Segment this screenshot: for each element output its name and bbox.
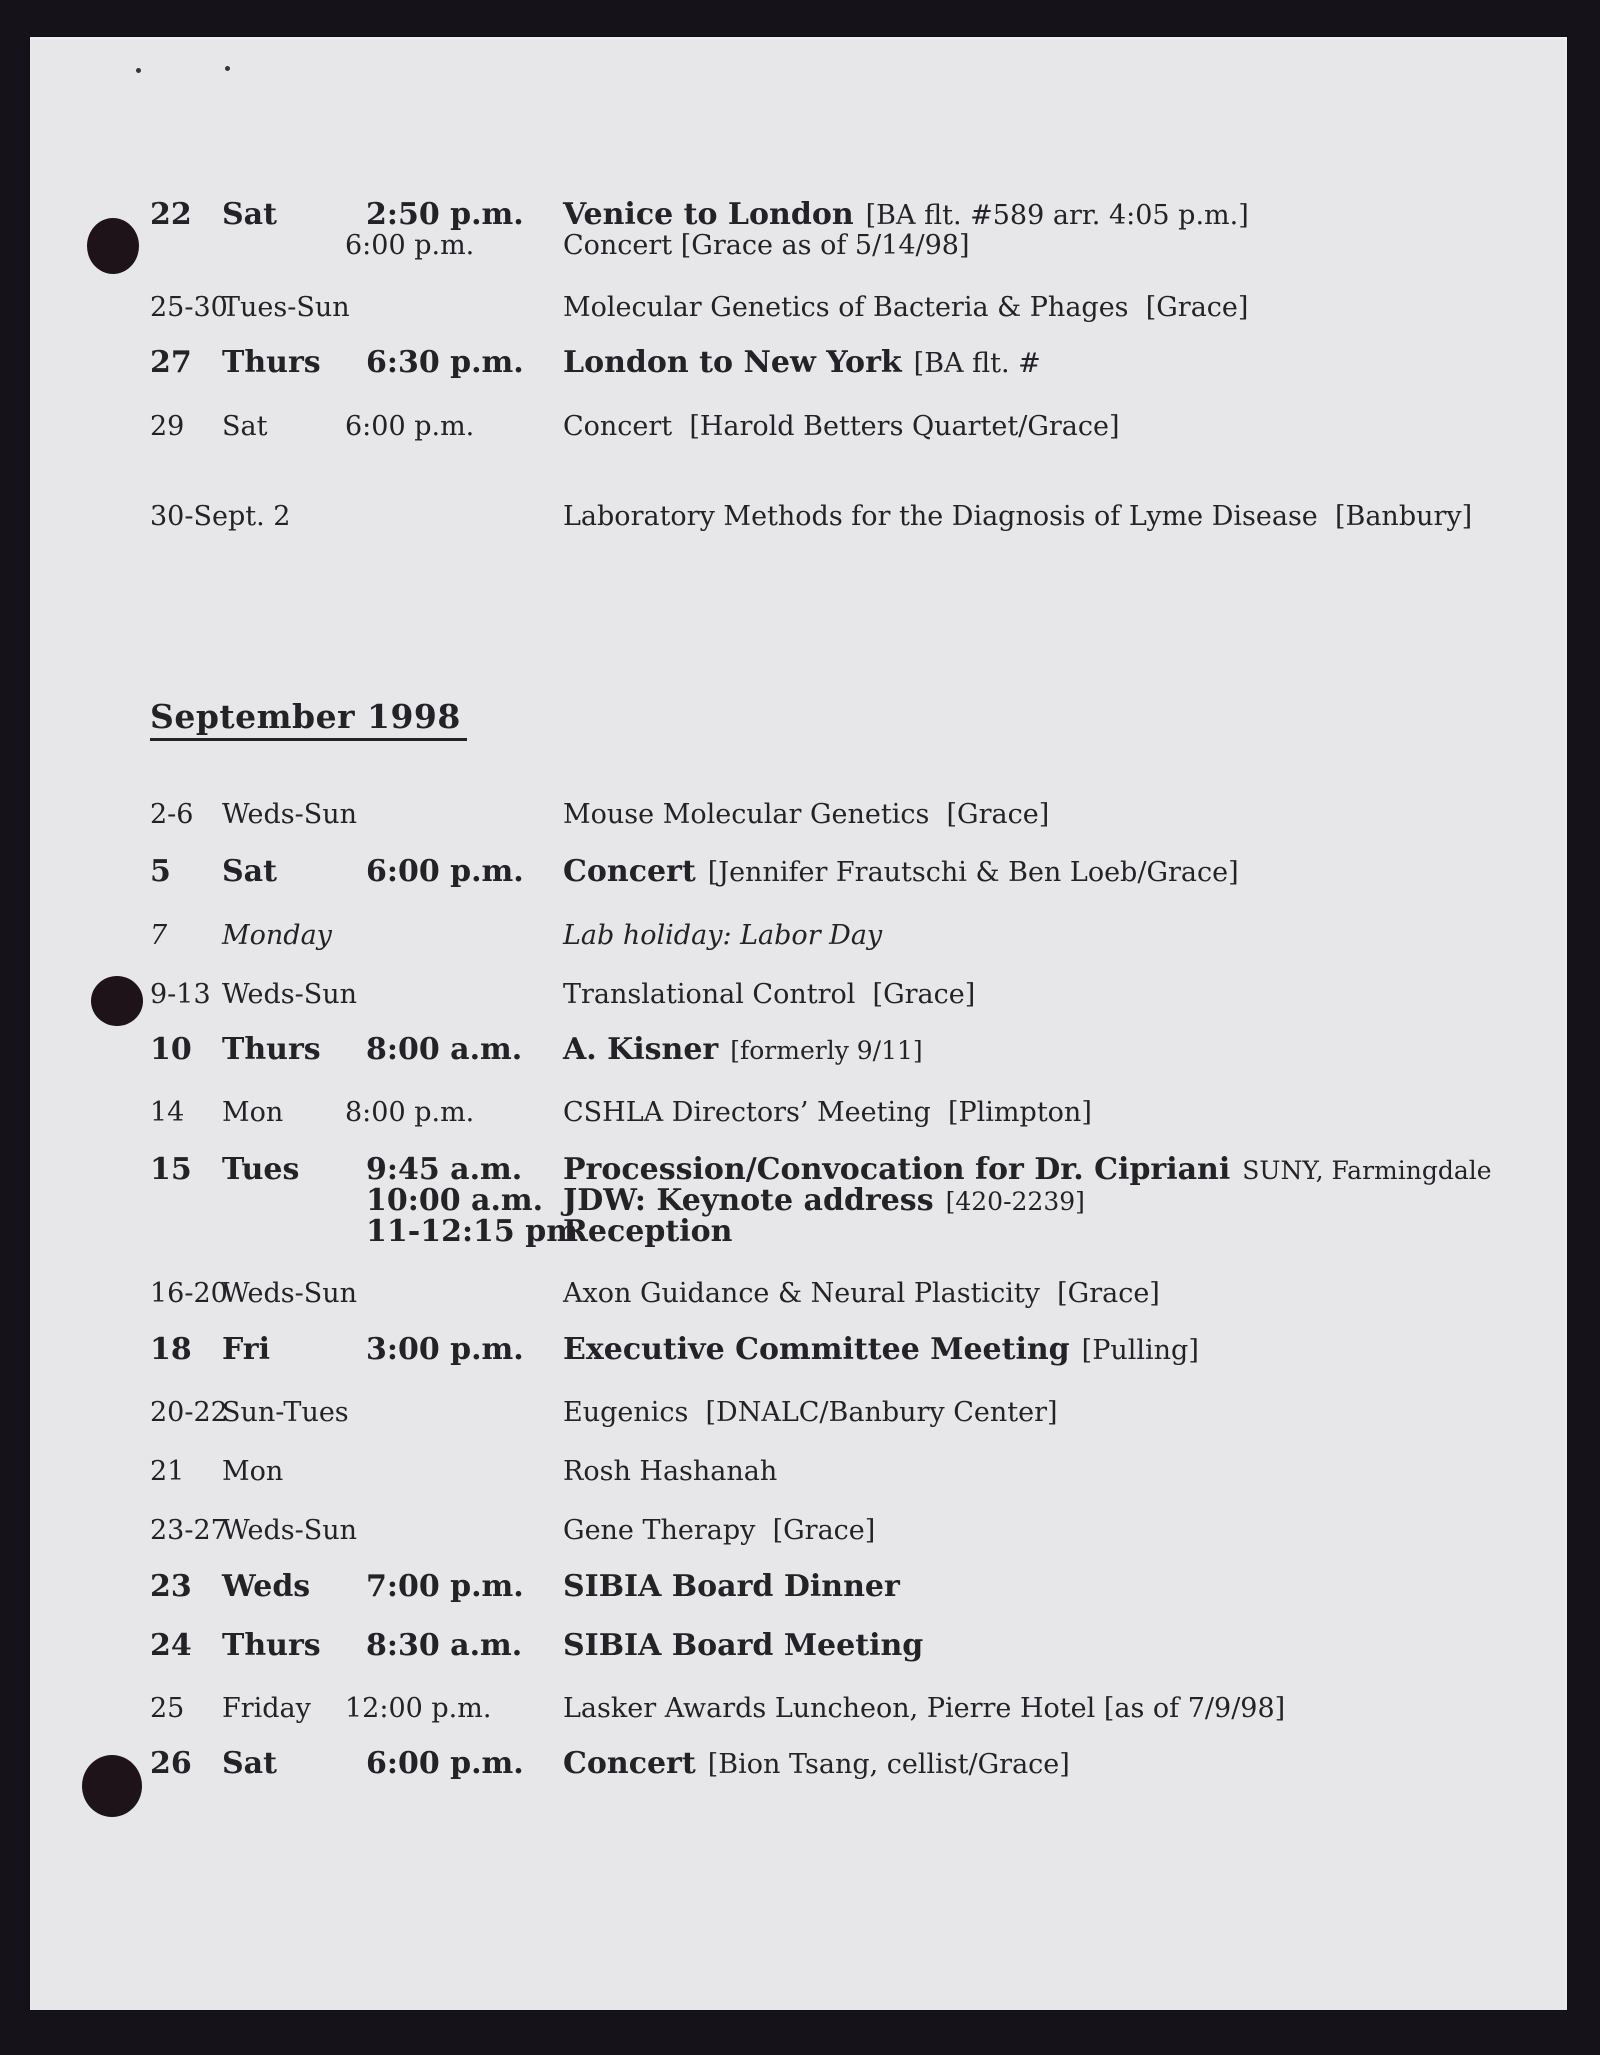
event-day: Weds-Sun — [222, 799, 358, 830]
event-description — [563, 1278, 1160, 1309]
event-note: Molecular Genetics of Bacteria & Phages [Grace] — [563, 292, 1249, 323]
event-date: 20-22 — [150, 1397, 228, 1428]
event-line — [30, 1034, 1567, 1065]
event-date: 21 — [150, 1456, 185, 1487]
event-description — [563, 1515, 875, 1546]
event-lines — [30, 1097, 1567, 1128]
event-description — [563, 1154, 1492, 1186]
event-day: Fri — [222, 1332, 270, 1367]
event-note: [420-2239] — [945, 1187, 1085, 1216]
event-day: Sat — [222, 411, 268, 442]
event-line — [30, 856, 1567, 887]
event-line — [30, 1748, 1567, 1779]
event-title: Procession/Convocation for Dr. Cipriani — [563, 1152, 1231, 1187]
event-lines — [30, 1693, 1567, 1724]
event-date: 25 — [150, 1693, 185, 1724]
event-title: Venice to London — [563, 197, 854, 232]
event-title: Concert — [563, 1746, 696, 1781]
event-lines — [30, 1630, 1567, 1661]
event-date: 7 — [150, 920, 168, 951]
event-lines — [30, 1334, 1567, 1365]
event-date: 5 — [150, 854, 171, 889]
event-time: 6:00 p.m. — [366, 1746, 524, 1781]
event-time: 8:00 a.m. — [366, 1032, 523, 1067]
event-description — [563, 1693, 1285, 1724]
section-heading-september: September 1998 — [150, 697, 467, 741]
event-date: 9-13 — [150, 979, 211, 1010]
event-date: 16-20 — [150, 1278, 228, 1309]
event-title: A. Kisner — [563, 1032, 719, 1067]
event-description — [563, 1571, 900, 1603]
event-lines — [30, 1515, 1567, 1546]
event-lines — [30, 856, 1567, 887]
event-line — [30, 1397, 1567, 1428]
event-date: 14 — [150, 1097, 185, 1128]
event-lines — [30, 1154, 1567, 1247]
event-date: 24 — [150, 1628, 192, 1663]
event-description — [563, 1748, 1070, 1780]
event-description — [563, 1034, 923, 1066]
event-note: [formerly 9/11] — [730, 1036, 923, 1065]
event-note: Lab holiday: Labor Day — [563, 920, 883, 951]
event-note: Mouse Molecular Genetics [Grace] — [563, 799, 1050, 830]
event-title: Concert — [563, 854, 696, 889]
event-line — [30, 1154, 1567, 1185]
event-day: Thurs — [222, 1032, 321, 1067]
event-description — [563, 1185, 1085, 1217]
event-date: 22 — [150, 197, 192, 232]
event-time: 8:30 a.m. — [366, 1628, 523, 1663]
event-line — [30, 1097, 1567, 1128]
event-description — [563, 920, 882, 951]
event-time: 8:00 p.m. — [345, 1097, 475, 1128]
event-line — [30, 1693, 1567, 1724]
event-note: Translational Control [Grace] — [563, 979, 976, 1010]
event-time: 6:00 p.m. — [345, 230, 475, 261]
event-date: 30-Sept. 2 — [150, 501, 291, 532]
event-title: Reception — [563, 1214, 733, 1249]
event-line — [30, 1185, 1567, 1216]
event-description — [563, 1456, 777, 1487]
event-lines — [30, 799, 1567, 830]
event-description — [563, 979, 975, 1010]
event-time: 6:00 p.m. — [366, 854, 524, 889]
event-note: Eugenics [DNALC/Banbury Center] — [563, 1397, 1058, 1428]
event-line — [30, 1334, 1567, 1365]
event-day: Sun-Tues — [222, 1397, 349, 1428]
event-description — [563, 1097, 1092, 1128]
event-day: Weds-Sun — [222, 1515, 358, 1546]
event-day: Mon — [222, 1456, 284, 1487]
event-time: 7:00 p.m. — [366, 1569, 524, 1604]
event-description — [563, 799, 1049, 830]
event-line — [30, 979, 1567, 1010]
event-note: [Jennifer Frautschi & Ben Loeb/Grace] — [707, 857, 1239, 888]
event-title: London to New York — [563, 345, 902, 380]
event-line — [30, 1278, 1567, 1309]
event-lines — [30, 1397, 1567, 1428]
event-line — [30, 1456, 1567, 1487]
event-date: 15 — [150, 1152, 192, 1187]
paper-sheet — [30, 37, 1567, 2010]
event-day: Tues — [222, 1152, 300, 1187]
event-day: Sat — [222, 1746, 277, 1781]
event-line — [30, 1515, 1567, 1546]
event-day: Weds — [222, 1569, 311, 1604]
event-time: 6:30 p.m. — [366, 345, 524, 380]
event-description — [563, 856, 1239, 888]
event-note: Axon Guidance & Neural Plasticity [Grace] — [563, 1278, 1160, 1309]
event-description — [563, 1216, 732, 1248]
event-time: 12:00 p.m. — [345, 1693, 492, 1724]
event-note: [BA flt. # — [913, 348, 1041, 379]
event-date: 23-27 — [150, 1515, 228, 1546]
event-note: CSHLA Directors’ Meeting [Plimpton] — [563, 1097, 1092, 1128]
event-lines — [30, 1748, 1567, 1779]
event-title: JDW: Keynote address — [563, 1183, 934, 1218]
event-line — [30, 1571, 1567, 1602]
event-time: 2:50 p.m. — [366, 197, 524, 232]
event-date: 23 — [150, 1569, 192, 1604]
event-lines — [30, 920, 1567, 951]
event-line — [30, 1630, 1567, 1661]
event-description — [563, 1334, 1199, 1366]
event-lines — [30, 1278, 1567, 1309]
event-time: 3:00 p.m. — [366, 1332, 524, 1367]
event-line — [30, 799, 1567, 830]
event-lines — [30, 1571, 1567, 1602]
event-title: Executive Committee Meeting — [563, 1332, 1070, 1367]
event-note: SUNY, Farmingdale — [1242, 1156, 1492, 1185]
event-day: Mon — [222, 1097, 284, 1128]
september-schedule-section — [30, 37, 1567, 2010]
event-note: Lasker Awards Luncheon, Pierre Hotel [as of 7/9/98] — [563, 1693, 1286, 1724]
event-description — [563, 1630, 923, 1662]
event-note: Laboratory Methods for the Diagnosis of Lyme Disease [Banbury] — [563, 501, 1473, 532]
event-day: Tues-Sun — [222, 292, 350, 323]
event-description — [563, 1397, 1058, 1428]
event-time: 11-12:15 pm — [366, 1214, 578, 1249]
event-note: [Pulling] — [1081, 1335, 1199, 1366]
event-day: Thurs — [222, 345, 321, 380]
event-day: Thurs — [222, 1628, 321, 1663]
event-lines — [30, 1456, 1567, 1487]
event-note: [BA flt. #589 arr. 4:05 p.m.] — [865, 200, 1249, 231]
event-date: 26 — [150, 1746, 192, 1781]
event-note: Concert [Harold Betters Quartet/Grace] — [563, 411, 1120, 442]
event-time: 9:45 a.m. — [366, 1152, 523, 1187]
event-title: SIBIA Board Dinner — [563, 1569, 900, 1604]
event-note: [Bion Tsang, cellist/Grace] — [707, 1749, 1070, 1780]
event-note: Rosh Hashanah — [563, 1456, 778, 1487]
event-day: Monday — [222, 920, 332, 951]
event-date: 2-6 — [150, 799, 194, 830]
event-title: SIBIA Board Meeting — [563, 1628, 924, 1663]
event-date: 27 — [150, 345, 192, 380]
event-day: Friday — [222, 1693, 311, 1724]
event-note: Gene Therapy [Grace] — [563, 1515, 876, 1546]
event-lines — [30, 979, 1567, 1010]
event-date: 25-30 — [150, 292, 228, 323]
event-line — [30, 1216, 1567, 1247]
event-day: Sat — [222, 197, 277, 232]
event-date: 29 — [150, 411, 185, 442]
event-note: Concert [Grace as of 5/14/98] — [563, 230, 970, 261]
event-day: Sat — [222, 854, 277, 889]
event-day: Weds-Sun — [222, 1278, 358, 1309]
event-date: 10 — [150, 1032, 192, 1067]
event-date: 18 — [150, 1332, 192, 1367]
event-day: Weds-Sun — [222, 979, 358, 1010]
event-lines — [30, 1034, 1567, 1065]
event-line — [30, 920, 1567, 951]
event-time: 6:00 p.m. — [345, 411, 475, 442]
event-time: 10:00 a.m. — [366, 1183, 544, 1218]
